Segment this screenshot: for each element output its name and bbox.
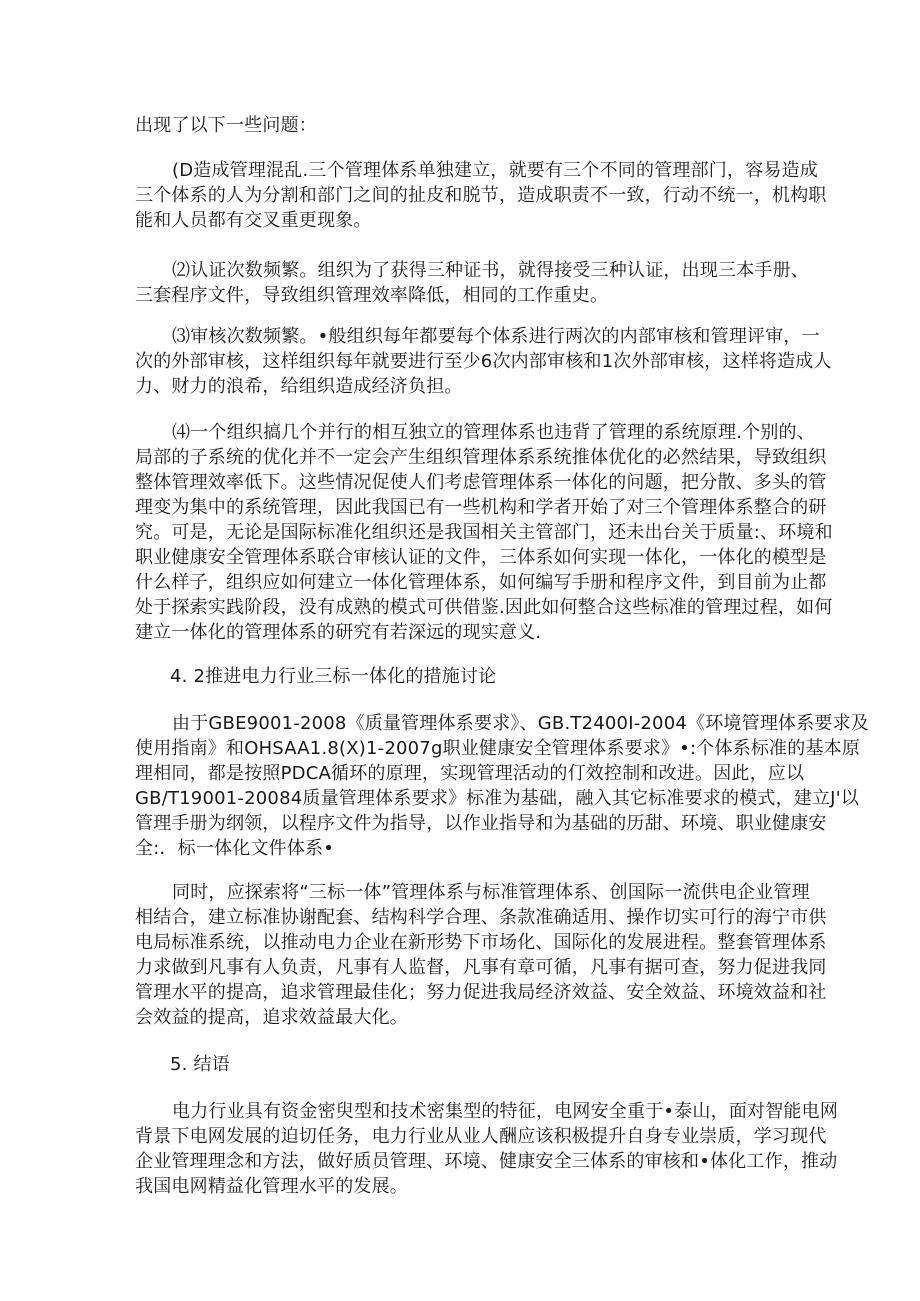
paragraph-line: 会效益的提高，追求效益最大化。	[135, 1007, 408, 1028]
paragraph-line: 三个体系的人为分割和部门之间的扯皮和脱节，造成职责不一致，行动不统一，机构职	[135, 185, 827, 206]
paragraph-line: 理变为集中的系统管理，因此我国已有一些机构和学者开始了对三个管理体系整合的研	[135, 497, 827, 518]
paragraph-line: 力、财力的浪希，给组织造成经济负担。	[135, 376, 463, 397]
paragraph-line: 电力行业具有资金密臾型和技术密集型的特征，电网安全重于•泰山，面对智能电网	[172, 1101, 839, 1122]
paragraph-line: 能和人员都有交叉重更现象。	[135, 210, 372, 231]
paragraph-line: (D造成管理混乱.三个管理体系单独建立，就要有三个不同的管理部门，容易造成	[172, 160, 819, 181]
paragraph-line: 管理手册为纲领，以程序文件为指导，以作业指导和为基础的历甜、环境、职业健康安	[135, 813, 827, 834]
paragraph-line: 电局标准系统，以推动电力企业在新形势下市场化、国际化的发展进程。整套管理体系	[135, 932, 827, 953]
paragraph-line: 理相同，都是按照PDCA循环的原理，实现管理活动的仃效控制和改进。因此，应以	[135, 763, 805, 784]
paragraph-line: 什么样子，组织应如何建立一体化管理体系，如何编写手册和程序文件，到目前为止都	[135, 572, 827, 593]
paragraph-line: 企业管理理念和方法，做好质员管理、环境、健康安全三体系的审核和•体化工作，推动	[135, 1151, 838, 1172]
paragraph-line: 力求做到凡事有人负责，凡事有人监督，凡事有章可循，凡事有据可查，努力促进我同	[135, 957, 827, 978]
intro-line: 出现了以下一些问题：	[135, 115, 317, 136]
paragraph-line: ⑵认证次数频繁。组织为了获得三种证书，就得接受三种认证，出现三本手册、	[172, 260, 809, 281]
section-heading-4-2: 4. 2推进电力行业三标一体化的措施讨论	[170, 666, 497, 687]
paragraph-line: ⑶审核次数频繁。•般组织每年都要每个体系进行两次的内部审核和管理评审，一	[172, 326, 820, 347]
paragraph-line: 管理水平的提高，追求管理最佳化；努力促进我局经济效益、安全效益、环境效益和社	[135, 982, 827, 1003]
paragraph-line: 职业健康安全管理体系联合审核认证的文件，三体系如何实现一体化，一体化的模型是	[135, 547, 827, 568]
paragraph-line: 我国电网精益化管理水平的发展。	[135, 1176, 408, 1197]
paragraph-line: 处于探索实践阶段，没有成熟的模式可供借鉴.因此如何整合这些标准的管理过程，如何	[135, 597, 833, 618]
paragraph-line: 使用指南》和OHSAA1.8(X)1-2007g职业健康安全管理体系要求》•:个体系标准的基本原	[135, 738, 861, 759]
paragraph-line: 同时，应探索将“三标一体”管理体系与标准管理体系、创国际一流供电企业管理	[172, 882, 810, 903]
paragraph-line: GB/T19001-20084质量管理体系要求》标准为基础，融入其它标准要求的模式，建立J'以	[135, 788, 860, 809]
paragraph-line: 建立一体化的管理体系的研究有若深远的现实意义.	[135, 622, 542, 643]
paragraph-line: 全:．标一体化文件体系•	[135, 838, 335, 859]
section-heading-5: 5. 结语	[170, 1054, 230, 1075]
paragraph-line: 整体管理效率低下。这些情况促使人们考虑管理体系一体化的问题，把分散、多头的管	[135, 472, 827, 493]
paragraph-line: 次的外部审核，这样组织每年就要进行至少6次内部审核和1次外部审核，这样将造成人	[135, 351, 832, 372]
paragraph-line: ⑷一个组织搞几个并行的相互独立的管理体系也违背了管理的系统原理.个别的、	[172, 422, 815, 443]
paragraph-line: 三套程序文件，导致组织管理效率降低，相同的工作重史。	[135, 285, 609, 306]
paragraph-line: 背景下电网发展的迫切任务，电力行业从业人酬应该积极提升自身专业崇质，学习现代	[135, 1126, 827, 1147]
paragraph-line: 由于GBE9001-2008《质量管理体系要求》、GB.T2400I-2004《环境管理体系要求及	[172, 713, 870, 734]
paragraph-line: 究。可是，无论是国际标准化组织还是我国相关主管部门，还未出台关于质量:、环境和	[135, 522, 833, 543]
paragraph-line: 局部的子系统的优化并不一定会产生组织管理体系系统推体优化的必然结果，导致组织	[135, 447, 827, 468]
paragraph-line: 相结合，建立标准协谢配套、结构科学合理、条款准确适用、操作切实可行的海宁市供	[135, 907, 827, 928]
